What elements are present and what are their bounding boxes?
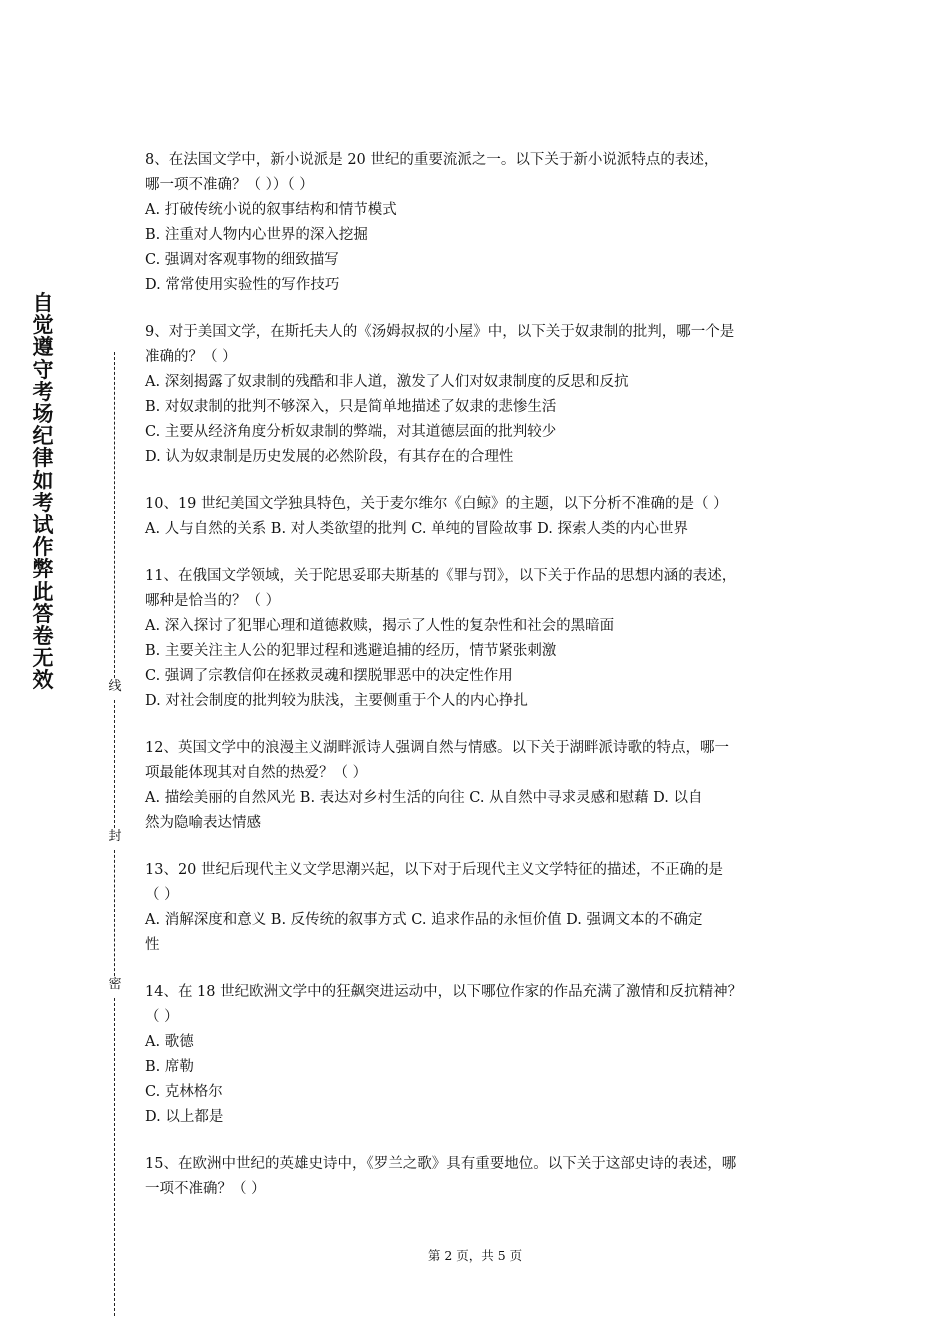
question-stem-line: （ ） xyxy=(145,887,179,903)
question-10 xyxy=(145,492,815,542)
answer-option: D. 对社会制度的批判较为肤浅，主要侧重于个人的内心挣扎 xyxy=(145,693,528,709)
question-stem-line: 15、在欧洲中世纪的英雄史诗中，《罗兰之歌》具有重要地位。以下关于这部史诗的表述，哪 xyxy=(145,1156,737,1172)
answer-option: A. 深刻揭露了奴隶制的残酷和非人道，激发了人们对奴隶制度的反思和反抗 xyxy=(145,374,629,390)
question-8 xyxy=(145,148,815,298)
question-stem-line: 项最能体现其对自然的热爱？（ ） xyxy=(145,765,368,781)
answer-option: A. 歌德 xyxy=(145,1034,194,1050)
question-stem-line: 12、英国文学中的浪漫主义湖畔派诗人强调自然与情感。以下关于湖畔派诗歌的特点，哪一 xyxy=(145,740,729,756)
answer-option: C. 主要从经济角度分析奴隶制的弊端，对其道德层面的批判较少 xyxy=(145,424,557,440)
binding-warning: 自觉遵守考场纪律如考试作弊此答卷无效 xyxy=(32,291,54,693)
question-stem-line: 一项不准确？（ ） xyxy=(145,1181,266,1197)
question-stem-line: 14、在 18 世纪欧洲文学中的狂飙突进运动中，以下哪位作家的作品充满了激情和反抗精神？ xyxy=(145,984,743,1000)
answer-option: D. 以上都是 xyxy=(145,1109,224,1125)
answer-option: 性 xyxy=(145,937,160,953)
question-stem-line: 8、在法国文学中，新小说派是 20 世纪的重要流派之一。以下关于新小说派特点的表述， xyxy=(145,152,719,168)
question-stem-line: 哪种是恰当的？（ ） xyxy=(145,593,281,609)
question-stem-line: 9、对于美国文学，在斯托夫人的《汤姆叔叔的小屋》中，以下关于奴隶制的批判，哪一个是 xyxy=(145,324,735,340)
answer-option: B. 注重对人物内心世界的深入挖掘 xyxy=(145,227,368,243)
answer-option: A. 打破传统小说的叙事结构和情节模式 xyxy=(145,202,397,218)
question-12 xyxy=(145,736,815,836)
question-11 xyxy=(145,564,815,714)
question-stem-line: 哪一项不准确？（ ））（ ） xyxy=(145,177,314,193)
answer-option: C. 强调对客观事物的细致描写 xyxy=(145,252,339,268)
binding-dashed-line xyxy=(114,850,115,976)
answer-option: D. 常常使用实验性的写作技巧 xyxy=(145,277,340,293)
binding-dashed-line xyxy=(114,352,115,678)
question-9 xyxy=(145,320,815,470)
binding-dashed-line xyxy=(114,700,115,828)
binding-label-seal: 封 xyxy=(108,829,122,844)
question-stem-line: 10、19 世纪美国文学独具特色，关于麦尔维尔《白鲸》的主题，以下分析不准确的是（ ） xyxy=(145,496,728,512)
answer-option: A. 人与自然的关系 B. 对人类欲望的批判 C. 单纯的冒险故事 D. 探索人类的内心世界 xyxy=(145,521,689,537)
answer-option: A. 深入探讨了犯罪心理和道德救赎，揭示了人性的复杂性和社会的黑暗面 xyxy=(145,618,615,634)
answer-option: A. 描绘美丽的自然风光 B. 表达对乡村生活的向往 C. 从自然中寻求灵感和慰藉 D. 以自 xyxy=(145,790,703,806)
answer-option: B. 主要关注主人公的犯罪过程和逃避追捕的经历，情节紧张刺激 xyxy=(145,643,557,659)
question-list xyxy=(145,148,815,1224)
question-stem-line: 准确的？（ ） xyxy=(145,349,237,365)
answer-option: C. 克林格尔 xyxy=(145,1084,223,1100)
answer-option: D. 认为奴隶制是历史发展的必然阶段，有其存在的合理性 xyxy=(145,449,514,465)
question-14 xyxy=(145,980,815,1130)
question-15 xyxy=(145,1152,815,1202)
page-footer: 第 2 页，共 5 页 xyxy=(427,1248,523,1263)
answer-option: 然为隐喻表达情感 xyxy=(145,815,261,831)
binding-label-secret: 密 xyxy=(108,977,122,992)
question-stem-line: 13、20 世纪后现代主义文学思潮兴起，以下对于后现代主义文学特征的描述，不正确的是 xyxy=(145,862,724,878)
answer-option: B. 席勒 xyxy=(145,1059,194,1075)
answer-option: B. 对奴隶制的批判不够深入，只是简单地描述了奴隶的悲惨生活 xyxy=(145,399,557,415)
question-stem-line: （ ） xyxy=(145,1009,179,1025)
answer-option: A. 消解深度和意义 B. 反传统的叙事方式 C. 追求作品的永恒价值 D. 强调文本的不确定 xyxy=(145,912,703,928)
question-stem-line: 11、在俄国文学领域，关于陀思妥耶夫斯基的《罪与罚》，以下关于作品的思想内涵的表述， xyxy=(145,568,737,584)
binding-label-line: 线 xyxy=(108,679,122,694)
binding-dashed-line xyxy=(114,998,115,1316)
question-13 xyxy=(145,858,815,958)
answer-option: C. 强调了宗教信仰在拯救灵魂和摆脱罪恶中的决定性作用 xyxy=(145,668,513,684)
